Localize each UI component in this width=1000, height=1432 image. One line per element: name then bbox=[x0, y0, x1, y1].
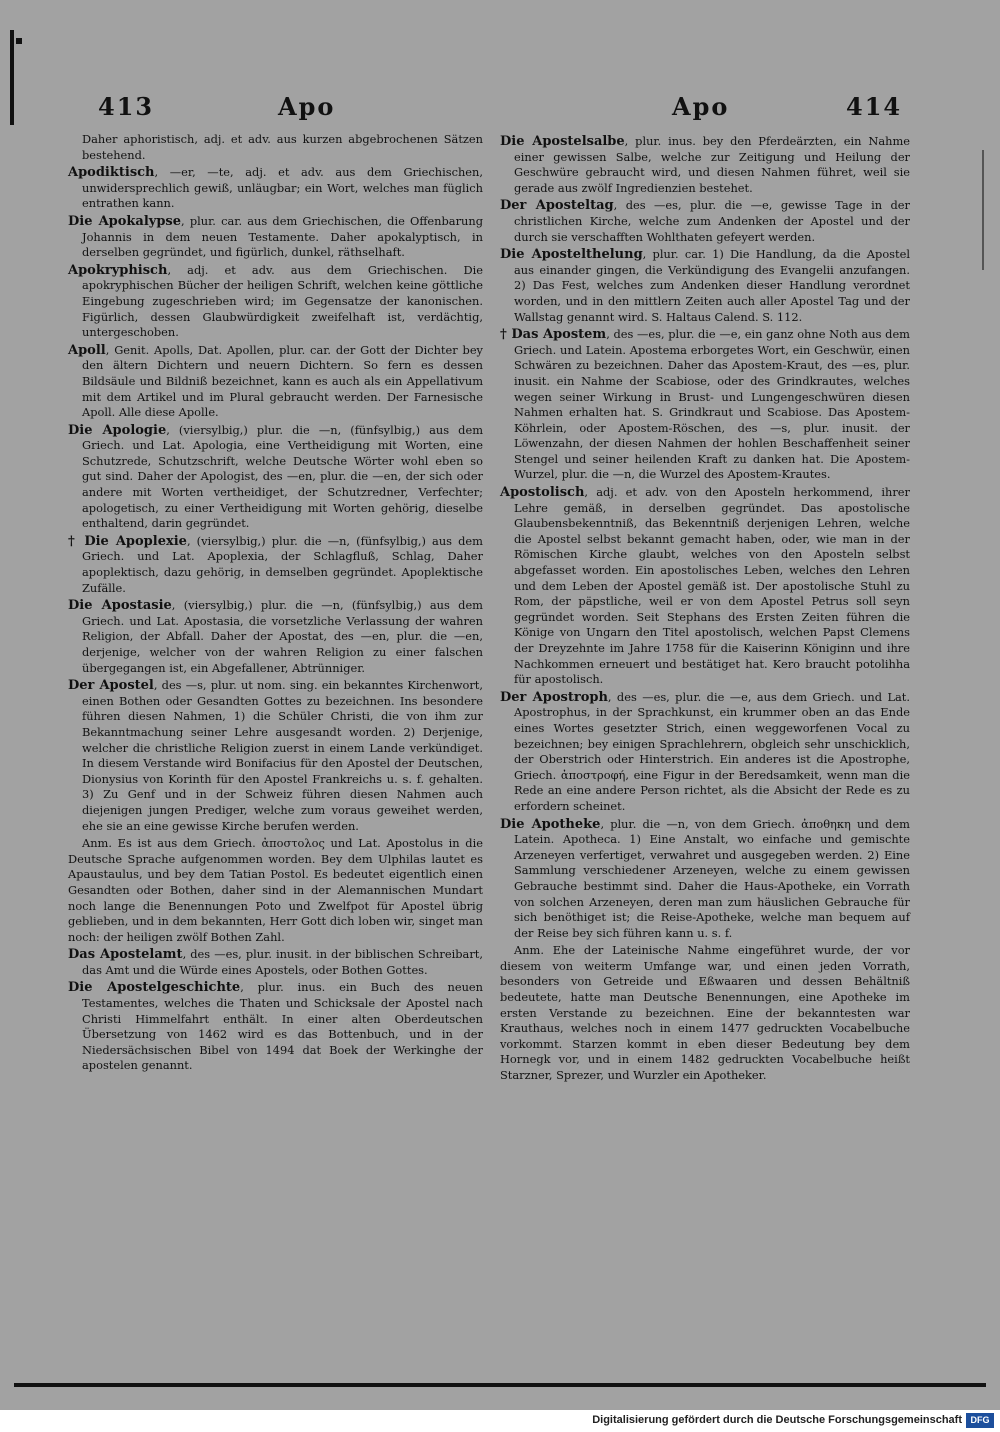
dfg-logo: DFG bbox=[966, 1413, 994, 1428]
dictionary-entry bbox=[500, 247, 910, 325]
entry-headword: Apostolisch bbox=[500, 485, 585, 501]
page-number-left: 413 bbox=[98, 92, 155, 121]
entry-text: , des —es, plur. die —e, gewisse Tage in der christlichen Kirche, welche zum Andenken der Apostel und der durch sie verschafften Wohlthaten gefeyert werden. bbox=[514, 198, 910, 244]
entry-headword: Die Apologie bbox=[68, 422, 167, 438]
dictionary-entry bbox=[68, 678, 483, 834]
entry-text: , adj. et adv. von den Aposteln herkommend, ihrer Lehre gemäß, in derselben gegründet. Das apostolische Glaubensbekenntniß, das Bekenntniß derjenigen Lehren, welche die Apostel selbst bekannt gemacht haben, oder, wie man in der Römischen Kirche glaubt, welches von den Aposteln selbst abgefasset worden. Ein apostolisches Leben, welches den Lehren und dem Leben der Apostel gemäß ist. Der apostolische Stuhl zu Rom, der päpstliche, weil er von dem Apostel Petrus soll seyn gegründet worden. Seit Stephans des Ersten Zeiten führen die Könige von Ungarn den Titel apostolisch, welchen Papst Clemens der Dreyzehnte im Jahre 1758 für die Kaiserinn Königinn und ihre Nachkommen erneuert und bestätiget hat. Kero braucht potolihha für apostolisch. bbox=[514, 485, 910, 687]
entry-text: , des —es, plur. die —e, aus dem Griech. und Lat. Apostrophus, in der Sprachkunst, ein krummer oben an das Ende eines Wortes gesetzter Strich, einen weggeworfenen Vocal zu bezeichnen; bey einigen Sprachlehrern, obgleich sehr unschicklich, der Oberstrich oder Hinterstrich. Ein anderes ist die Apostrophe, Griech. ἀποστροφή, eine Figur in der Beredsamkeit, wenn man die Rede an eine andere Person richtet, als die Absicht der Rede es zu erfordern scheinet. bbox=[514, 689, 910, 813]
entry-headword: † Die Apoplexie bbox=[68, 533, 187, 549]
footer-credit: Digitalisierung gefördert durch die Deutsche Forschungsgemeinschaft bbox=[592, 1414, 962, 1426]
dictionary-entry bbox=[500, 327, 910, 483]
dictionary-entry bbox=[68, 598, 483, 676]
entry-headword: Die Apostelsalbe bbox=[500, 134, 625, 149]
dictionary-entry bbox=[68, 423, 483, 532]
running-head-right: Apo bbox=[672, 92, 730, 121]
entry-headword: Die Apostasie bbox=[68, 598, 172, 614]
page-number-right: 414 bbox=[846, 92, 903, 121]
entry-text: , (viersylbig,) plur. die —n, (fünfsylbig,) aus dem Griech. und Lat. Apostasia, die vorsetzliche Verlassung der wahren Religion, der Abfall. Daher der Apostat, des —en, plur. die —en, derjenige, welcher von der wahren Religion zu einer falschen übergegangen ist, ein Abgefallener, Abtrünniger. bbox=[82, 598, 483, 675]
dictionary-entry bbox=[68, 947, 483, 978]
dictionary-entry bbox=[500, 198, 910, 245]
entry-text: Anm. Ehe der Lateinische Nahme eingeführet wurde, der vor diesem von weiterm Umfange war, und einen jeden Vorrath, besonders von Getreide und Eßwaaren und dessen Behältniß bedeutete, hatte man Deutsche Benennungen, eine Apotheke im ersten Verstande zu bezeichnen. Eine der bekanntesten war Krauthaus, welches noch in einem 1477 gedruckten Vocabelbuche vorkommt. Starzen kommt in eben dieser Bedeutung bey dem Hornegk vor, und in einem 1482 gedruckten Vocabelbuche heißt Starzner, Sprezer, und Wurzler ein Apotheker. bbox=[500, 943, 910, 1083]
page-header bbox=[0, 92, 1000, 132]
dictionary-entry bbox=[68, 263, 483, 341]
entry-text: , des —s, plur. ut nom. sing. ein bekanntes Kirchenwort, einen Bothen oder Gesandten Gottes zu bezeichnen. Ins besondere führen diesen Nahmen, 1) die Schüler Christi, die von ihm zur Bekanntmachung seiner Lehre ausgesandt worden. 2) Derjenige, welcher die christliche Religion zuerst in einem Lande verkündiget. In diesem Verstande wird Bonifacius für den Apostel der Deutschen, Dionysius von Korinth für den Apostel Frankreichs u. s. f. gehalten. 3) Zu Genf und in der Schweiz führen diesen Nahmen auch diejenigen jungen Prediger, welche zum voraus geweihet werden, ehe sie an eine gewisse Kirche berufen werden. bbox=[82, 678, 483, 833]
page-edge-mark bbox=[982, 150, 984, 270]
entry-headword: Apokryphisch bbox=[68, 262, 168, 278]
entry-text: , Genit. Apolls, Dat. Apollen, plur. car. der Gott der Dichter bey den ältern Dichtern und neuern Dichtern. So fern es dessen Bildsäule und Bildniß bezeichnet, kann es auch als ein Appellativum mit dem Artikel und im Plural gebraucht werden. Der Farnesische Apoll. Alle diese Apolle. bbox=[82, 342, 483, 420]
dictionary-entry bbox=[500, 690, 910, 815]
entry-headword: Apoll bbox=[68, 342, 106, 358]
dictionary-entry bbox=[68, 214, 483, 261]
entry-headword: Der Aposteltag bbox=[500, 198, 614, 214]
entry-headword: Die Apotheke bbox=[500, 816, 601, 832]
entry-text: , (viersylbig,) plur. die —n, (fünfsylbig,) aus dem Griech. und Lat. Apoplexia, der Schlagfluß, Schlag, Daher apoplektisch, dazu gehörig, in demselben gegründet. Apoplektische Zufälle. bbox=[82, 533, 483, 595]
entry-text: , (viersylbig,) plur. die —n, (fünfsylbig,) aus dem Griech. und Lat. Apologia, eine Vertheidigung mit Worten, eine Schutzrede, Schutzschrift, welche Deutsche Wörter wohl eben so gut sind. Daher der Apologist, des —en, plur. die —en, der sich oder andere mit Worten vertheidiget, der Schutzredner, Verfechter; apologetisch, zu einer Vertheidigung mit Worten gehörig, dieselbe enthaltend, darin gegründet. bbox=[82, 422, 483, 531]
entry-headword: Der Apostel bbox=[68, 678, 154, 694]
running-head-left: Apo bbox=[278, 92, 336, 121]
entry-headword: Die Apostelthelung bbox=[500, 247, 643, 263]
entry-headword: Die Apokalypse bbox=[68, 213, 182, 229]
dictionary-entry bbox=[500, 943, 910, 1083]
left-column bbox=[68, 132, 483, 1076]
right-column bbox=[500, 134, 910, 1086]
page-edge-mark bbox=[16, 38, 22, 44]
entry-headword: Das Apostelamt bbox=[68, 947, 183, 963]
entry-text: , plur. car. 1) Die Handlung, da die Apostel aus einander gingen, die Verkündigung des Evangelii anzufangen. 2) Das Fest, welches zum Andenken dieser Handlung verordnet worden, und in den mittlern Zeiten auch aller Apostel Tag und der Wallstag genannt wird. S. Haltaus Calend. S. 112. bbox=[514, 247, 910, 324]
dictionary-entry bbox=[500, 485, 910, 688]
entry-headword: Der Apostroph bbox=[500, 689, 608, 705]
dictionary-entry bbox=[500, 817, 910, 942]
footer-bar bbox=[0, 1410, 1000, 1432]
entry-text: , plur. car. aus dem Griechischen, die Offenbarung Johannis in dem neuen Testamente. Daher apokalyptisch, in derselben gegründet, und figürlich, dunkel, räthselhaft. bbox=[82, 213, 484, 260]
dictionary-entry bbox=[68, 132, 483, 163]
dictionary-entry bbox=[68, 534, 483, 596]
entry-text: , des —es, plur. die —e, ein ganz ohne Noth aus dem Griech. und Latein. Apostema erborgetes Wort, ein Geschwür, einen Schwären zu bezeichnen. Daher das Apostem-Kraut, des —es, plur. inusit. ein Nahme der Scabiose, oder des Grindkrautes, welches wegen seiner Wirkung in Brust- und Lungengeschwüren diesen Nahmen erhalten hat. S. Grindkraut und Scabiose. Das Apostem-Köhrlein, oder Apostem-Röschen, des —s, plur. inusit. der Löwenzahn, der diesen Nahmen der hohlen Beschaffenheit seiner Stengel und seiner heilenden Kraft zu danken hat. Die Apostem-Wurzel, plur. die —n, die Wurzel des Apostem-Krautes. bbox=[514, 327, 910, 482]
entry-headword: Apodiktisch bbox=[68, 165, 155, 181]
dictionary-entry bbox=[500, 134, 910, 196]
entry-text: , plur. inus. ein Buch des neuen Testamentes, welches die Thaten und Schicksale der Apostel nach Christi Himmelfahrt enthält. In einer alten Oberdeutschen Übersetzung von 1462 wird es das Bottenbuch, und in der Niedersächsischen Bibel von 1494 dat Boek der Werkinghe der apostelen genannt. bbox=[82, 980, 483, 1073]
bottom-rule bbox=[14, 1383, 986, 1387]
entry-text: Anm. Es ist aus dem Griech. ἀποστολος und Lat. Apostolus in die Deutsche Sprache aufgenommen worden. Bey dem Ulphilas lautet es Apaustaulus, und bey dem Tatian Postol. Es bedeutet eigentlich einen Gesandten oder Bothen, daher sind in der Alemannischen Mundart noch lange die Benennungen Poto und Zwelfpot für Apostel übrig geblieben, und in dem bekannten, Herr Gott dich loben wir, singet man noch: der heiligen zwölf Bothen Zahl. bbox=[68, 836, 483, 944]
entry-text: Daher aphoristisch, adj. et adv. aus kurzen abgebrochenen Sätzen bestehend. bbox=[82, 132, 483, 162]
dictionary-entry bbox=[68, 836, 483, 945]
entry-headword: † Das Apostem bbox=[500, 327, 607, 343]
entry-text: , adj. et adv. aus dem Griechischen. Die apokryphischen Bücher der heiligen Schrift, welchen keine göttliche Eingebung zugeschrieben wird; im Gegensatze der kanonischen. Figürlich, dessen Glaubwürdigkeit zweifelhaft ist, verdächtig, untergeschoben. bbox=[82, 262, 483, 340]
entry-headword: Die Apostelgeschichte bbox=[68, 980, 241, 996]
entry-text: , plur. die —n, von dem Griech. ἀποθηκη und dem Latein. Apotheca. 1) Eine Anstalt, wo einfache und gemischte Arzeneyen verfertiget, verwahret und ausgegeben werden. 2) Eine Sammlung verschiedener Arzeneyen, welche zu einem gewissen Gebrauche bestimmt sind. Daher die Haus-Apotheke, ein Vorrath von solchen Arzeneyen, deren man zum häuslichen Gebrauche für sich benöthiget ist; die Reise-Apotheke, welche man bequem auf der Reise bey sich führen kann u. s. f. bbox=[514, 816, 910, 940]
entry-text: , plur. inus. bey den Pferdeärzten, ein Nahme einer gewissen Salbe, welche zur Zeitigung und Heilung der Geschwüre gebraucht wird, und diesen Nahmen führet, weil sie gerade aus zwölf Ingredienzien bestehet. bbox=[514, 134, 910, 195]
entry-text: , —er, —te, adj. et adv. aus dem Griechischen, unwidersprechlich gewiß, unläugbar; ein Wort, welches man füglich entrathen kann. bbox=[82, 165, 483, 211]
dictionary-entry bbox=[68, 343, 483, 421]
entry-text: , des —es, plur. inusit. in der biblischen Schreibart, das Amt und die Würde eines Apostels, oder Bothen Gottes. bbox=[82, 947, 483, 977]
dictionary-entry bbox=[68, 980, 483, 1074]
dictionary-entry bbox=[68, 165, 483, 212]
